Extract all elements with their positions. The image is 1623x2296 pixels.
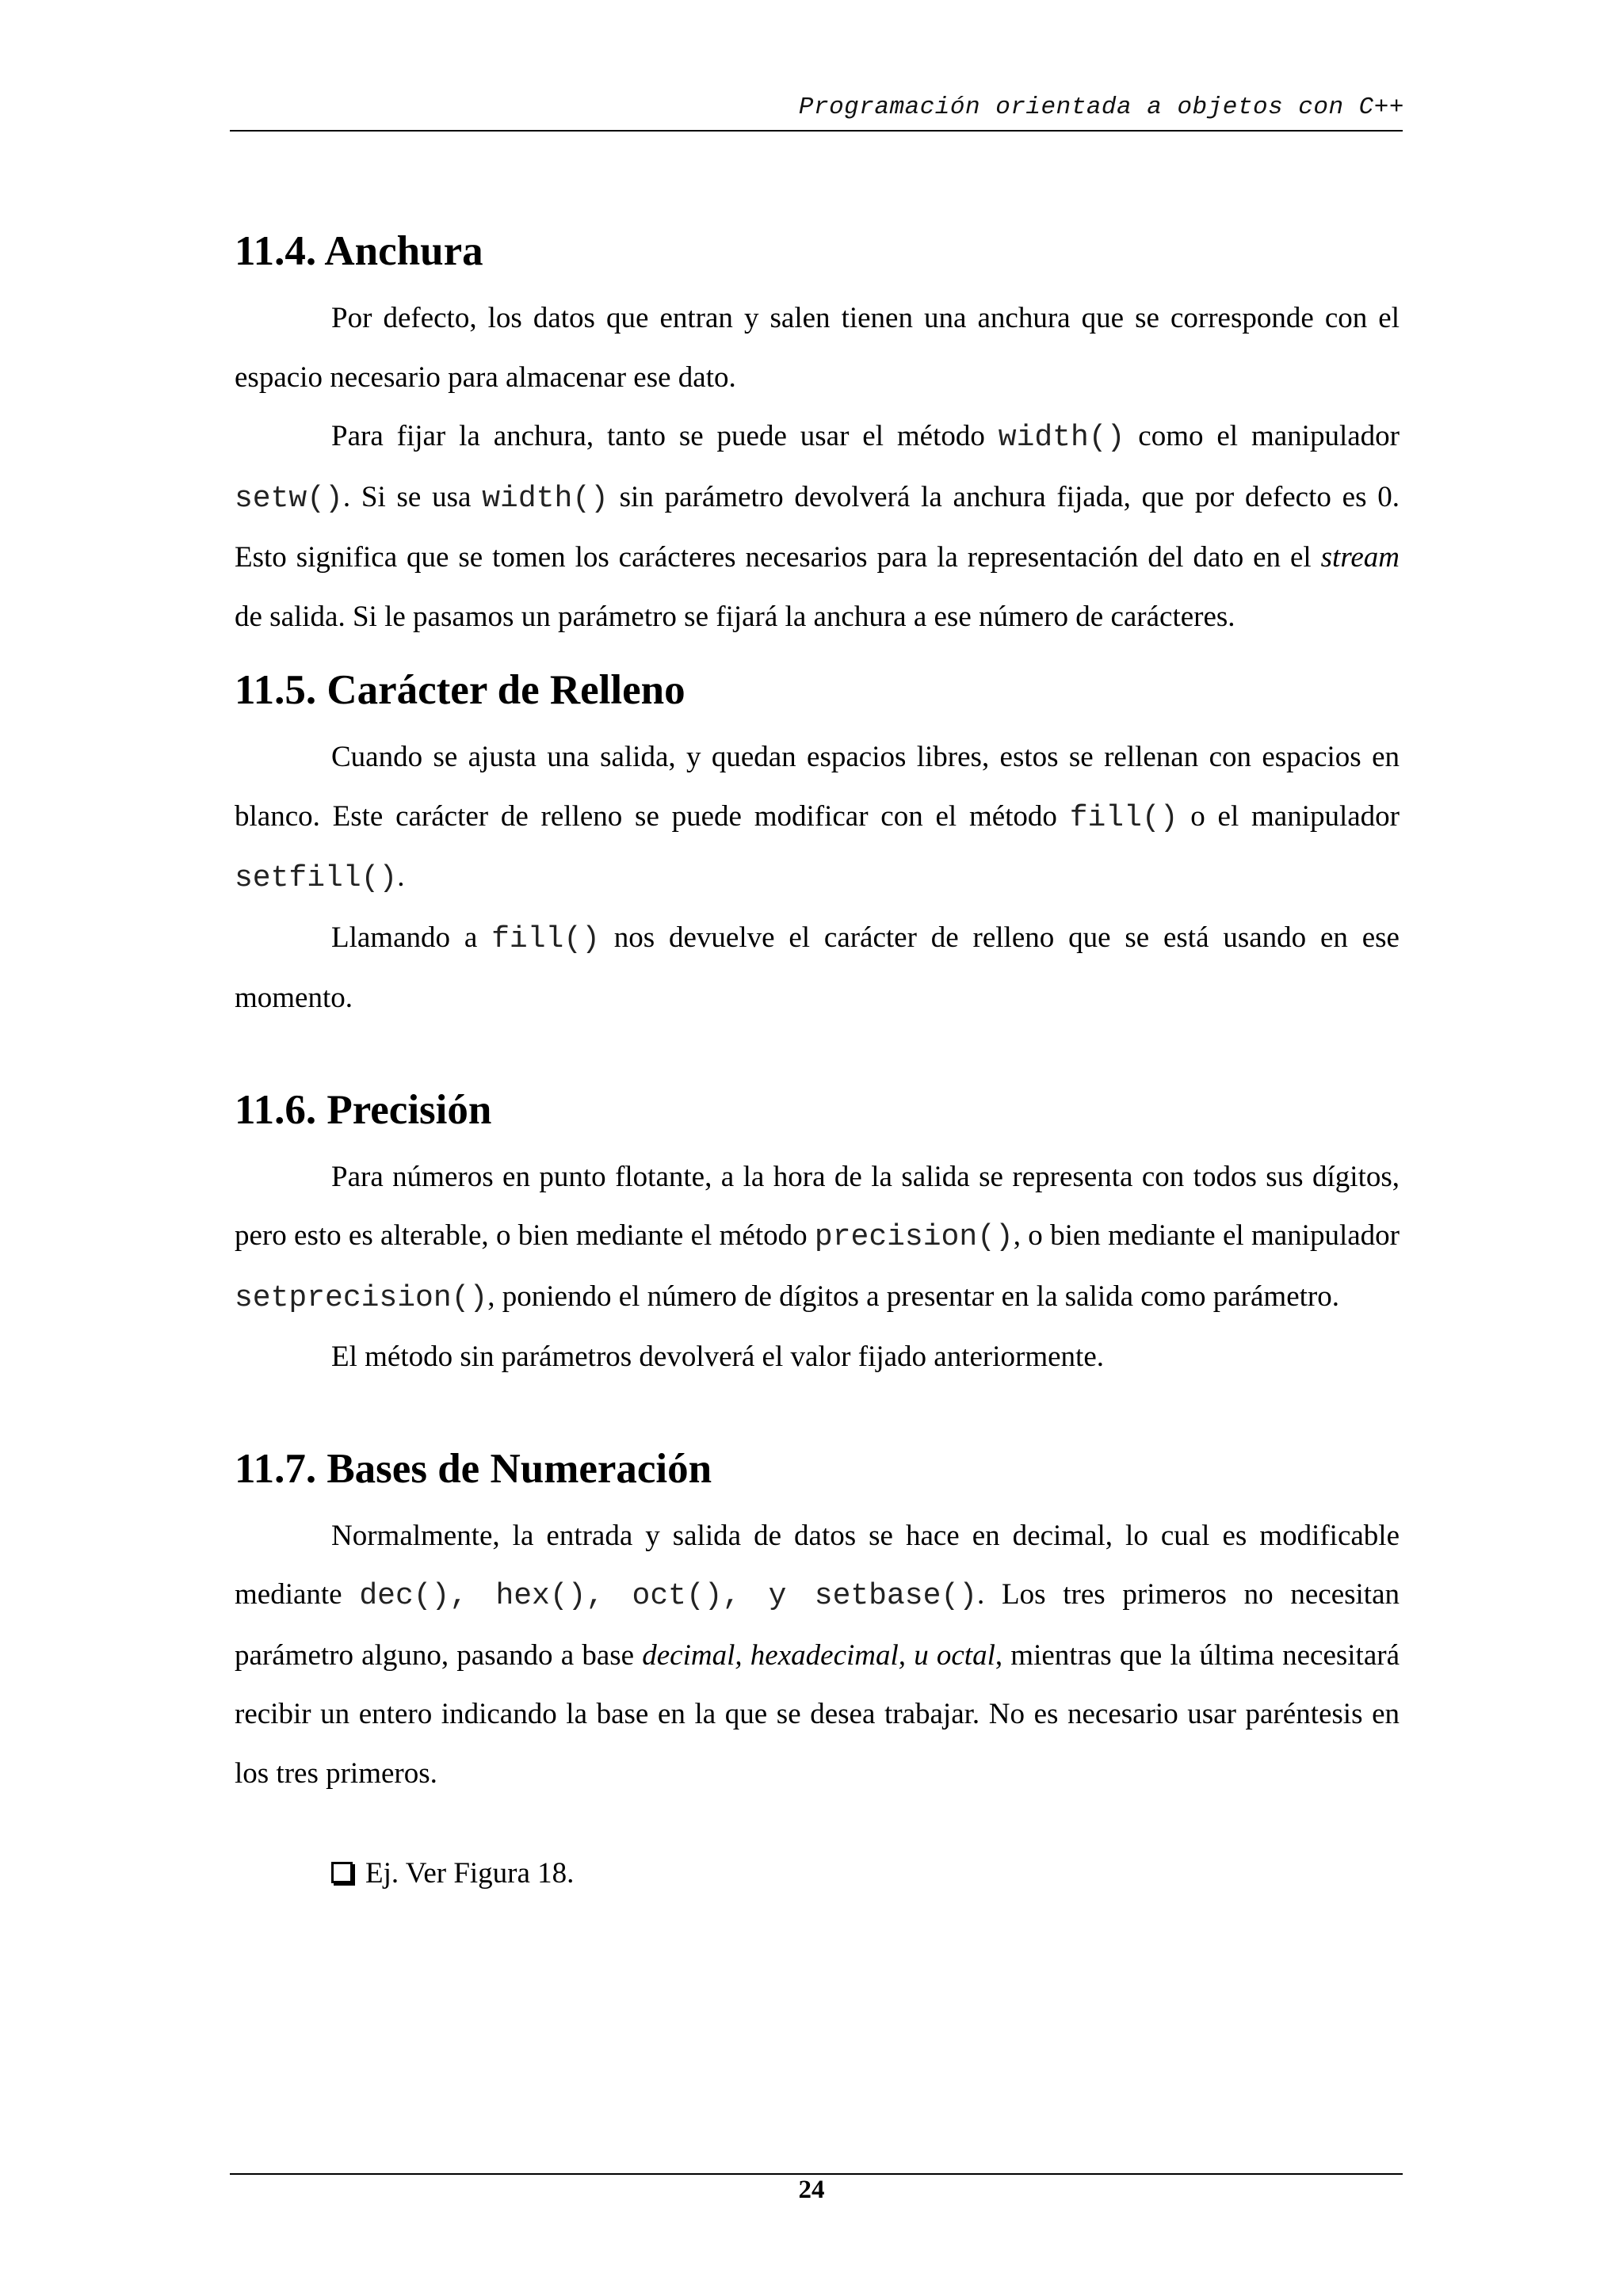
section-heading: 11.7. Bases de Numeración	[235, 1445, 712, 1492]
inline-code: width()	[998, 421, 1125, 455]
inline-code: setfill()	[235, 861, 398, 895]
section-heading: 11.6. Precisión	[235, 1086, 492, 1133]
header-rule	[230, 130, 1403, 132]
inline-code: precision()	[814, 1220, 1014, 1254]
emphasis-text: decimal, hexadecimal, u octal	[642, 1638, 995, 1672]
paragraph: Normalmente, la entrada y salida de datos se hace en decimal, lo cual es modificable mediante dec(), hex(), oct(), y setbase(). Los tres primeros no necesitan parámetro alguno, pasando a base decimal, hexadecimal, u octal, mientras que la última necesitará recibir un entero indicando la base en la que se desea trabajar. No es necesario usar paréntesis en los tres primeros.	[235, 1519, 1400, 1790]
section-bases-numeracion	[235, 1441, 1400, 1804]
section-heading: 11.4. Anchura	[235, 228, 483, 274]
paragraph: Para fijar la anchura, tanto se puede usar el método width() como el manipulador setw(). Si se usa width() sin parámetro devolverá la anchura fijada, que por defecto es 0. Esto significa que se tomen los carácteres necesarios para la representación del dato en el stream de salida. Si le pasamos un parámetro se fijará la anchura a ese número de carácteres.	[235, 420, 1400, 633]
checkbox-icon	[331, 1862, 353, 1883]
paragraph: El método sin parámetros devolverá el valor fijado anteriormente.	[331, 1341, 1105, 1373]
example-text: Ej. Ver Figura 18.	[365, 1857, 575, 1890]
inline-code: width()	[482, 481, 609, 516]
paragraph: Por defecto, los datos que entran y salen tienen una anchura que se corresponde con el espacio necesario para almacenar ese dato.	[235, 302, 1400, 394]
inline-code: dec(), hex(), oct(), y setbase()	[359, 1579, 977, 1613]
inline-code: setw()	[235, 481, 343, 516]
section-caracter-relleno	[235, 662, 1400, 1028]
emphasis-text: stream	[1320, 541, 1400, 574]
example-reference	[331, 1844, 1400, 1903]
footer-rule	[230, 2173, 1403, 2175]
inline-code: fill()	[491, 921, 600, 956]
section-anchura	[235, 223, 1400, 646]
page-content	[235, 223, 1400, 1903]
paragraph: Para números en punto flotante, a la hora de la salida se representa con todos sus dígitos, pero esto es alterable, o bien mediante el método precision(), o bien mediante el manipulador setprecision(), poniendo el número de dígitos a presentar en la salida como parámetro.	[235, 1160, 1400, 1315]
inline-code: setprecision()	[235, 1280, 488, 1315]
running-header: Programación orientada a objetos con C++	[798, 93, 1404, 121]
page-number: 24	[798, 2176, 825, 2204]
section-precision	[235, 1082, 1400, 1387]
paragraph: Llamando a fill() nos devuelve el carácter de relleno que se está usando en ese momento.	[235, 921, 1400, 1014]
section-heading: 11.5. Carácter de Relleno	[235, 667, 685, 713]
paragraph: Cuando se ajusta una salida, y quedan espacios libres, estos se rellenan con espacios en blanco. Este carácter de relleno se puede modificar con el método fill() o el manipulador setfill().	[235, 741, 1400, 895]
inline-code: fill()	[1069, 800, 1178, 835]
